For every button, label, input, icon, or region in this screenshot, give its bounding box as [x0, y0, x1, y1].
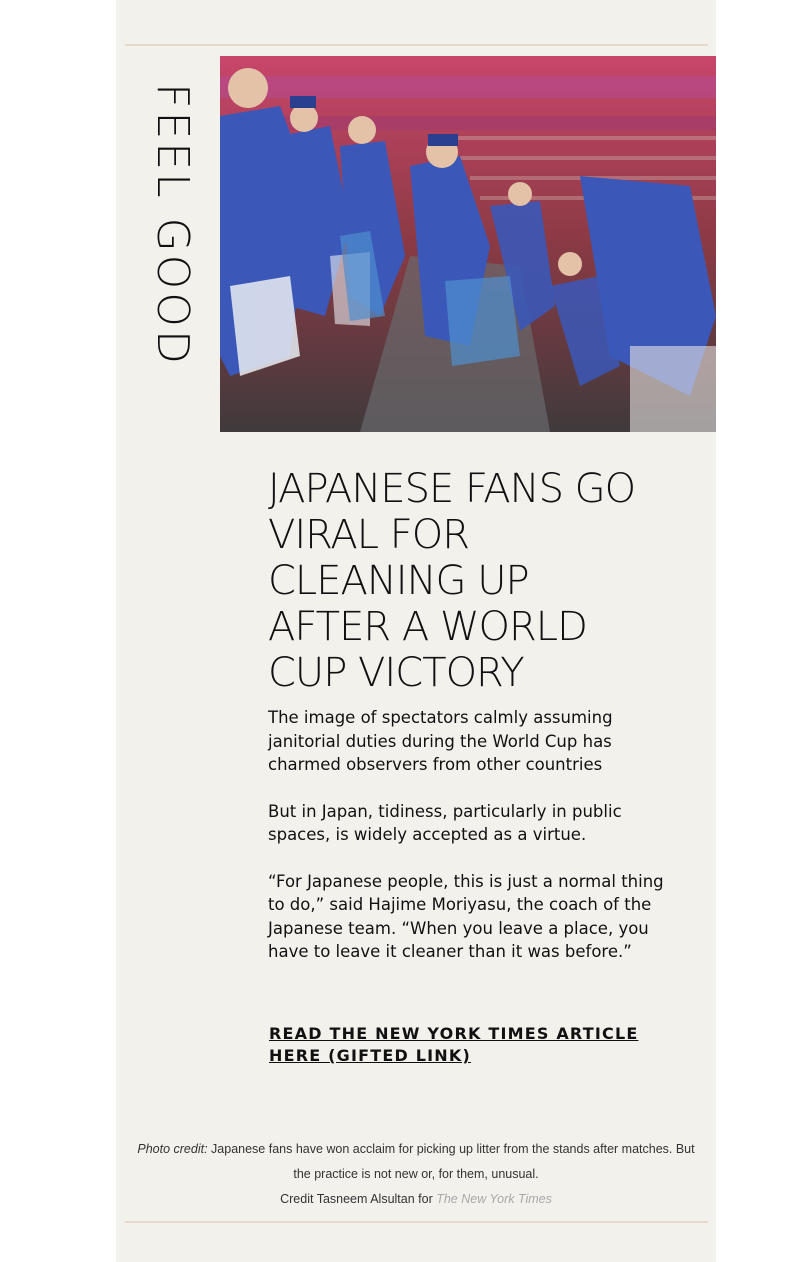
photo-caption	[134, 1137, 698, 1212]
top-divider	[125, 44, 708, 46]
caption-credit-source: The New York Times	[436, 1192, 552, 1206]
read-article-link[interactable]: READ THE NEW YORK TIMES ARTICLE HERE (GIFTED LINK)	[269, 1024, 639, 1065]
bottom-divider	[125, 1221, 708, 1223]
article-paragraph: The image of spectators calmly assuming janitorial duties during the World Cup has charmed observers from other countries	[268, 708, 613, 774]
article-body	[268, 706, 678, 987]
caption-text: Japanese fans have won acclaim for picking up litter from the stands after matches. But the practice is not new or, for them, unusual.	[207, 1142, 695, 1181]
caption-label: Photo credit:	[137, 1142, 208, 1156]
section-kicker	[147, 80, 198, 370]
article-headline: JAPANESE FANS GO VIRAL FOR CLEANING UP AFTER A WORLD CUP VICTORY	[268, 466, 636, 696]
article-photo	[220, 56, 716, 432]
caption-credit: Credit Tasneem Alsultan for	[280, 1192, 437, 1206]
section-kicker-label: FEEL GOOD	[147, 83, 198, 367]
article-paragraph: “For Japanese people, this is just a normal thing to do,” said Hajime Moriyasu, the coach of the Japanese team. “When you leave a place, you have to leave it cleaner than it was before.”	[268, 871, 664, 961]
newsletter-card	[116, 0, 716, 1262]
stadium-photo-illustration	[220, 56, 716, 432]
article-paragraph: But in Japan, tidiness, particularly in public spaces, is widely accepted as a virtue.	[268, 801, 622, 844]
